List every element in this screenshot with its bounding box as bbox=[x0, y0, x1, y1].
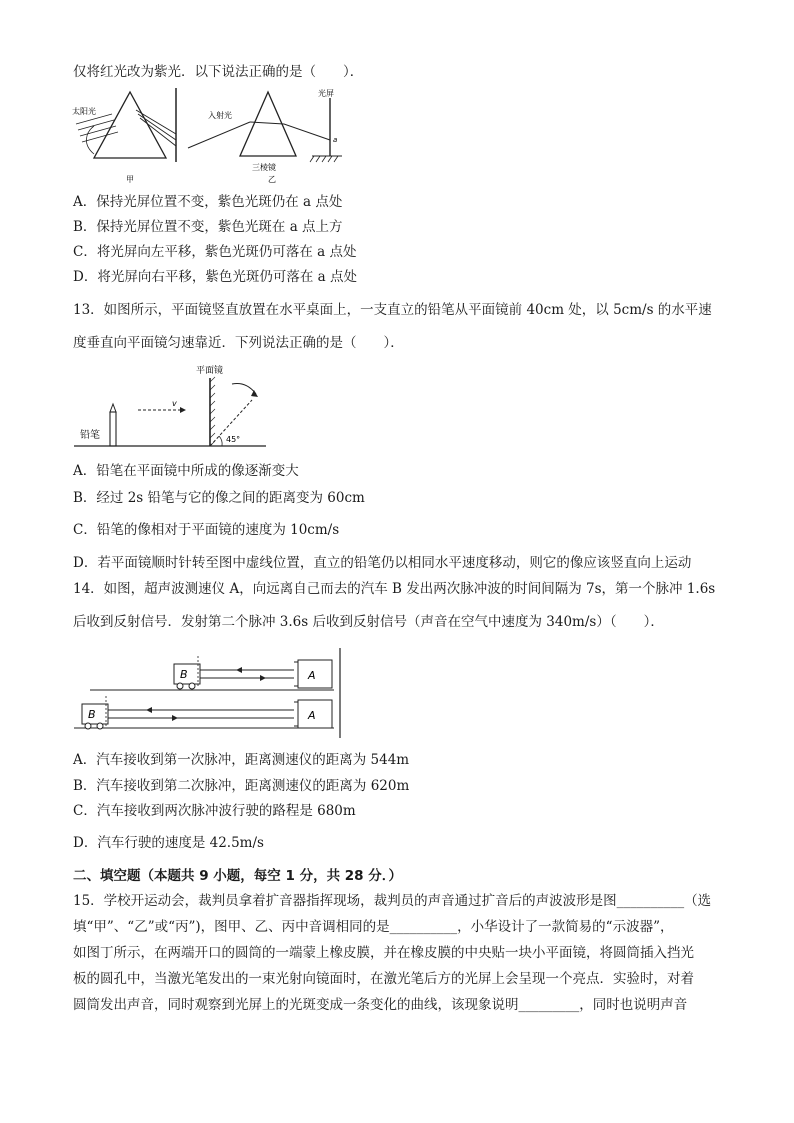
label-prism: 三棱镜 bbox=[252, 163, 276, 172]
q14-stem-line2: 后收到反射信号．发射第二个脉冲 3.6s 后收到反射信号（声音在空气中速度为 340m/s）（ ）． bbox=[73, 614, 664, 630]
q12-option-b: B．保持光屏位置不变，紫色光斑在 a 点上方 bbox=[73, 219, 343, 235]
caption-jia: 甲 bbox=[126, 175, 134, 184]
q13-option-d: D．若平面镜顺时针转至图中虚线位置，直立的铅笔仍以相同水平速度移动，则它的像应该竖直向上运动 bbox=[73, 555, 692, 571]
q14-ultrasound-figure bbox=[72, 648, 344, 738]
q12-option-d: D．将光屏向右平移，紫色光斑仍可落在 a 点处 bbox=[73, 269, 357, 285]
q14-option-a: A．汽车接收到第一次脉冲，距离测速仪的距离为 544m bbox=[73, 752, 410, 768]
q15-line1: 15．学校开运动会，裁判员拿着扩音器指挥现场，裁判员的声音通过扩音后的声波波形是图__________（选 bbox=[73, 893, 712, 909]
q12-option-a: A．保持光屏位置不变，紫色光斑仍在 a 点处 bbox=[73, 194, 343, 210]
label-a-bottom: A bbox=[308, 709, 316, 722]
ultrasound-diagram bbox=[72, 648, 344, 738]
prism-yi bbox=[240, 92, 296, 156]
q13-stem-line2: 度垂直向平面镜匀速靠近．下列说法正确的是（ ）． bbox=[73, 335, 404, 351]
label-angle: 45° bbox=[226, 435, 241, 444]
q12-stem-tail: 仅将红光改为紫光．以下说法正确的是（ ）． bbox=[73, 64, 364, 80]
q15-line5: 圆筒发出声音，同时观察到光屏上的光斑变成一条变化的曲线，该现象说明_________，同时也说明声音 bbox=[73, 997, 688, 1013]
q15-line2: 填“甲”、“乙”或“丙”)，图甲、乙、丙中音调相同的是__________，小华设计了一款简易的“示波器”， bbox=[73, 919, 674, 935]
q15-line3: 如图丁所示，在两端开口的圆筒的一端蒙上橡皮膜，并在橡皮膜的中央贴一块小平面镜，将圆筒插入挡光 bbox=[73, 945, 694, 961]
caption-yi: 乙 bbox=[268, 175, 276, 184]
section-title-fill-in: 二、填空题（本题共 9 小题，每空 1 分，共 28 分．） bbox=[73, 868, 403, 884]
mirror-diagram bbox=[72, 362, 272, 454]
label-pencil: 铅笔 bbox=[80, 430, 100, 441]
label-screen: 光屏 bbox=[318, 89, 334, 98]
label-mirror: 平面镜 bbox=[196, 366, 224, 376]
q13-option-c: C．铅笔的像相对于平面镜的速度为 10cm/s bbox=[73, 522, 340, 538]
prism-diagram bbox=[72, 84, 372, 184]
q14-stem-line1: 14．如图，超声波测速仪 A，向远离自己而去的汽车 B 发出两次脉冲波的时间间隔为 7s，第一个脉冲 1.6s bbox=[73, 581, 716, 597]
q12-option-c: C．将光屏向左平移，紫色光斑仍可落在 a 点处 bbox=[73, 244, 357, 260]
q14-option-d: D．汽车行驶的速度是 42.5m/s bbox=[73, 835, 264, 851]
label-v: v bbox=[172, 399, 177, 408]
q14-option-b: B．汽车接收到第二次脉冲，距离测速仪的距离为 620m bbox=[73, 778, 410, 794]
q15-line4: 板的圆孔中，当激光笔发出的一束光射向镜面时，在激光笔后方的光屏上会呈现一个亮点．实验时，对着 bbox=[73, 971, 694, 987]
label-incident: 入射光 bbox=[208, 111, 232, 120]
q14-option-c: C．汽车接收到两次脉冲波行驶的路程是 680m bbox=[73, 803, 356, 819]
q12-prism-figure bbox=[72, 84, 372, 184]
label-b-top: B bbox=[180, 668, 188, 681]
q13-option-a: A．铅笔在平面镜中所成的像逐渐变大 bbox=[73, 463, 299, 479]
q13-mirror-figure bbox=[72, 362, 272, 454]
label-a: a bbox=[333, 136, 338, 144]
prism-jia bbox=[94, 92, 166, 158]
q13-option-b: B．经过 2s 铅笔与它的像之间的距离变为 60cm bbox=[73, 490, 365, 506]
label-sunlight: 太阳光 bbox=[72, 107, 96, 116]
q13-stem-line1: 13．如图所示，平面镜竖直放置在水平桌面上，一支直立的铅笔从平面镜前 40cm 处，以 5cm/s 的水平速 bbox=[73, 302, 712, 318]
pencil bbox=[110, 412, 116, 446]
label-a-top: A bbox=[308, 669, 316, 682]
label-b-bottom: B bbox=[88, 708, 96, 721]
